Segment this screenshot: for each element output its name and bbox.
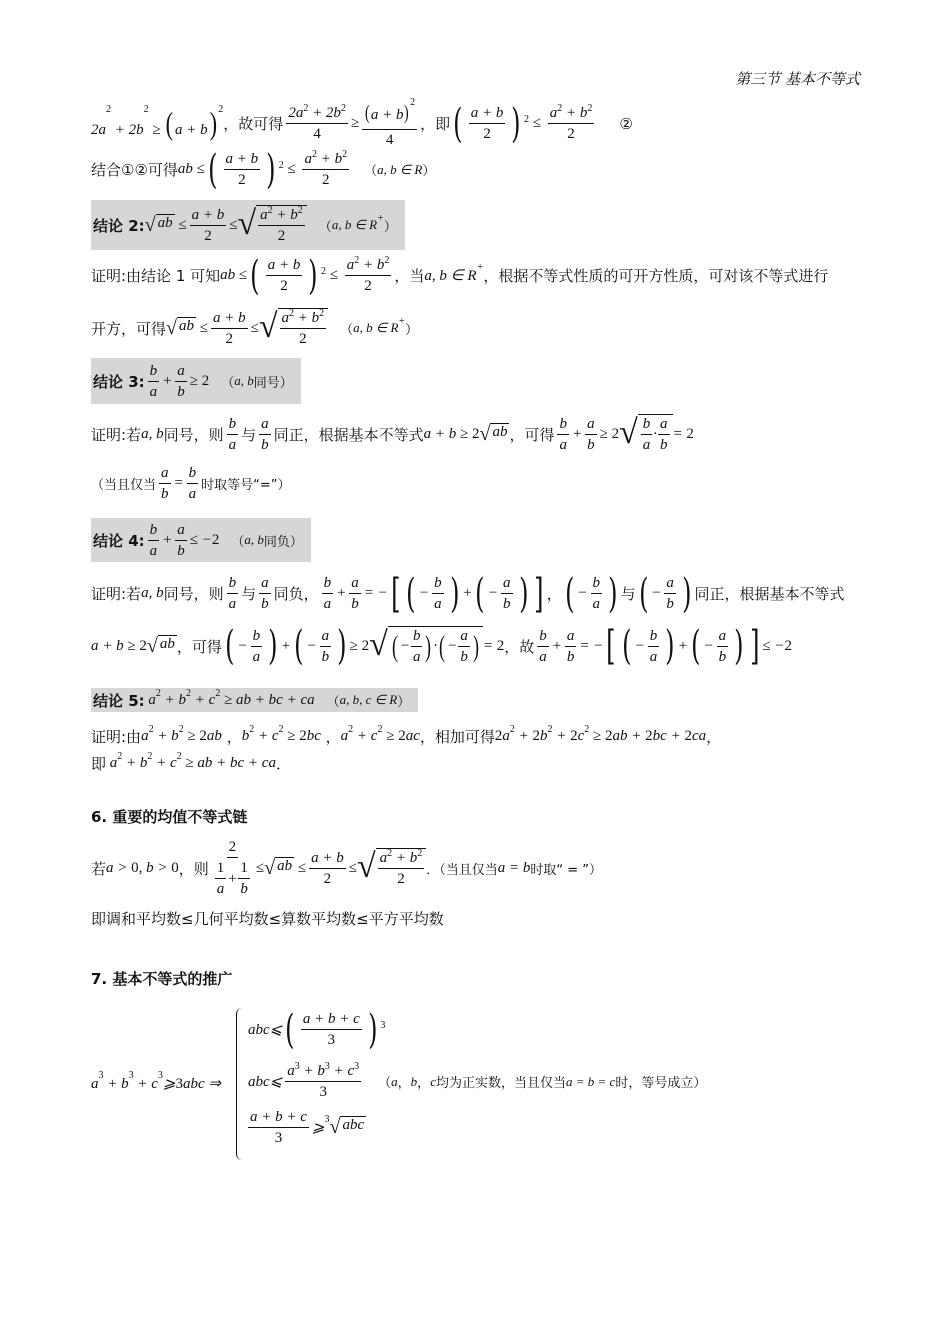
line-2: 结合①②可得 ab ≤ ( $\frac{a + b}{2}$ ) $^2$ ≤ $\frac{a^2 + b^2}{2}$ （ a, b ∈ R ） (91, 146, 436, 193)
proof-2-line-1: 证明:由结论 1 可知 ab ≤ ( $\frac{a + b}{2}$ ) $^2$ ≤ $\frac{a^2 + b^2}{2}$ ，当 a, b ∈ R+ ，根据不等式性质的可开方性质，可对该不等式进行 (91, 252, 829, 299)
section-7-case-2: abc⩽ $\frac{a^3 + b^3 + c^3}{3}$ （ a ， b ， c 均为正实数，当且仅当 a = b = c 时，等号成立） (248, 1061, 707, 1100)
section-7-case-3: $\frac{a + b + c}{3}$ ⩾$^3$ √ abc (250, 1109, 365, 1146)
section-7-title: 7. 基本不等式的推广 (91, 970, 233, 988)
conclusion-5: 结论 5: $a^2 + b^2 + c^2$ ≥ ab + bc + ca （ a, b, c ∈ R ） (91, 688, 418, 712)
section-6-title: 6. 重要的均值不等式链 (91, 808, 248, 826)
line-1: $2a^2 + 2b^2$ ≥ ( a + b) $^2$ ，故可得 $\frac{2a^2 + 2b^2}{4}$ ≥ $\frac{(a + b)^2}{4}$ ，即 ( $\frac{a + b}{2}$ ) $^2$ ≤ $\frac{a^2 + b^2}{2}$ ② (91, 97, 633, 148)
proof-3-line-2: （当且仅当 $\frac{a}{b}$ = $\frac{b}{a}$ 时取等号“=”） (91, 465, 291, 502)
conclusion-2: 结论 2: √ ab ≤ $\frac{a + b}{2}$ ≤ √ $\frac{a^2 + b^2}{2}$ （ a, b ∈ R+ ） (91, 200, 405, 250)
proof-3-line-1: 证明:若 a, b 同号，则 $\frac{b}{a}$ 与 $\frac{a}{b}$ 同正，根据基本不等式 a + b ≥ 2 √ ab ，可得 $\frac{b}{a}$ + $\frac{a}{b}$ ≥ 2 √ $\frac{b}{a}$ · $\frac{a}{b}$ = 2 (91, 414, 694, 453)
conclusion-3: 结论 3: $\frac{b}{a}$ + $\frac{a}{b}$ ≥ 2 （ a, b 同号） (91, 358, 301, 404)
brace-icon (236, 1008, 247, 1160)
section-6-chain: 即调和平均数≤几何平均数≤算数平均数≤平方平均数 (91, 910, 444, 928)
conclusion-4: 结论 4: $\frac{b}{a}$ + $\frac{a}{b}$ ≤ −2 （ a, b 同负） (91, 518, 311, 562)
proof-2-line-2: 开方，可得 √ ab ≤ $\frac{a + b}{2}$ ≤ √ $\frac{a^2 + b^2}{2}$ （ a, b ∈ R+ ） (91, 308, 419, 347)
proof-4-line-2: a + b ≥ 2 √ ab ，可得 ( − $\frac{b}{a}$ ) + ( − $\frac{a}{b}$ ) ≥ 2 √ ( − $\frac{b}{a}$ ) · ( − $\frac{a}{b}$ ) = 2 ，故 $\frac{b}{a}$ + $\frac{a}{b}$ = − [ ( − $\frac{b}{a}$ ) + ( − $\frac{a}{b}$ ) ] ≤ −2 (91, 623, 792, 669)
section-6-inequality: 若 a > 0, b > 0 ，则 2 $\frac{1}{a}$ + $\frac{1}{b}$ ≤ √ ab ≤ $\frac{a + b}{2}$ ≤ √ $\frac{a^2 + b^2}{2}$ ．（当且仅当 a = b 时取“ = ”） (91, 839, 603, 897)
proof-4-line-1: 证明:若 a, b 同号，则 $\frac{b}{a}$ 与 $\frac{a}{b}$ 同负， $\frac{b}{a}$ + $\frac{a}{b}$ = − [ ( − $\frac{b}{a}$ ) + ( − $\frac{a}{b}$ ) ] ， ( − $\frac{b}{a}$ ) 与 ( − $\frac{a}{b}$ ) 同正，根据基本不等式 (91, 570, 845, 617)
section-7-lhs: $a^3 + b^3$ + $c^3⩾3abc$ ⇒ (91, 1070, 221, 1092)
page-header-section-title: 第三节 基本不等式 (735, 70, 860, 88)
section-7-case-1: abc⩽ ( $\frac{a + b + c}{3}$ ) $^3$ (248, 1006, 386, 1053)
proof-5-line-1: 证明:由 $a^2 + b^2 \ge 2ab$ ， $b^2 + c^2 \ge 2bc$ ， $a^2 + c^2 \ge 2ac$ ，相加可得 $2a^2 + 2b^2 + 2c^2 \ge 2ab + 2bc + 2ca$ ， (91, 724, 722, 746)
proof-5-line-2: 即 $a^2 + b^2 + c^2$ ≥ ab + bc + ca ． (91, 751, 291, 773)
